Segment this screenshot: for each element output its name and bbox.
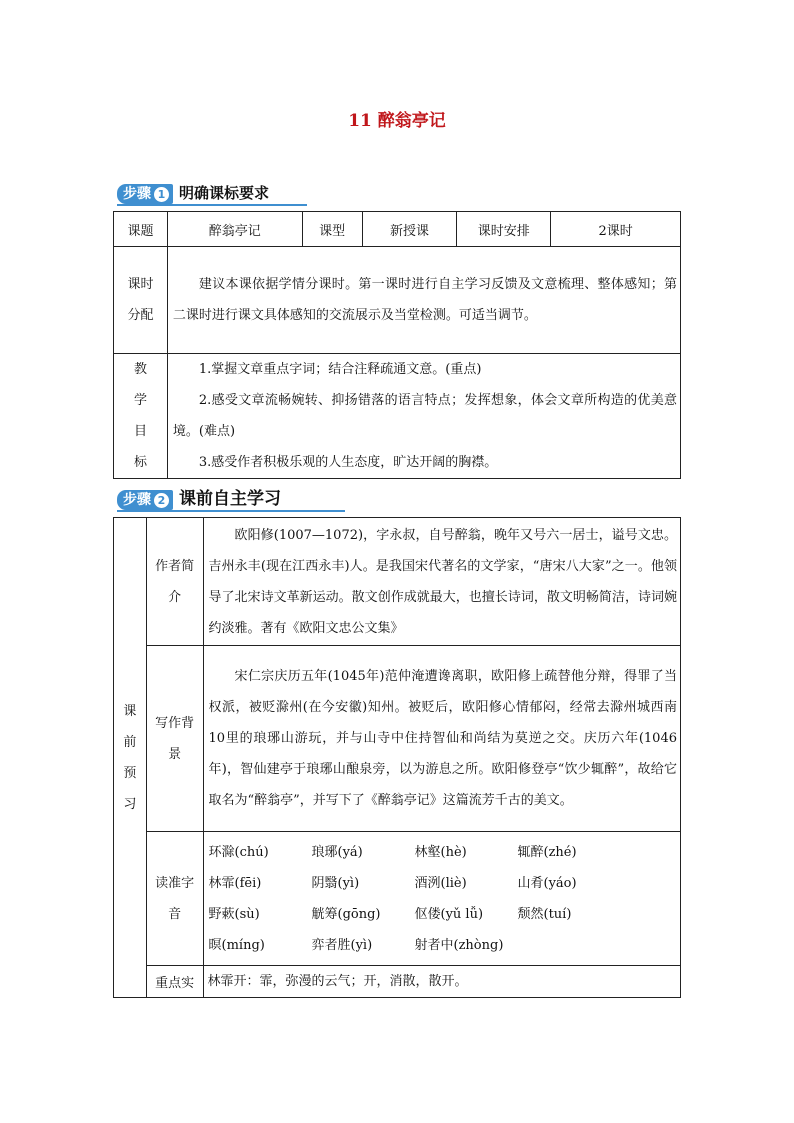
step-1-badge [117, 184, 173, 204]
cell-author-label [146, 518, 203, 646]
step-1-number: 1 [154, 187, 169, 202]
cell-reading-list [203, 832, 680, 966]
cell-allocation-label [114, 247, 168, 354]
table-row [114, 646, 681, 832]
label-line: 学 [133, 393, 147, 408]
label-line: 课时 [127, 277, 154, 292]
label-line: 预 [123, 765, 137, 781]
pronunciation-item: 酒洌(liè) [414, 875, 467, 891]
cell-goals-text [167, 354, 680, 479]
pronunciation-item: 阴翳(yì) [311, 875, 360, 891]
label-line: 课 [123, 703, 137, 719]
pronunciation-item: 弈者胜(yì) [311, 937, 373, 953]
label-line: 写作背 [155, 715, 195, 731]
table-row [114, 212, 681, 247]
author-paragraph: 欧阳修(1007—1072)，字永叔，自号醉翁，晚年又号六一居士，谥号文忠。吉州永丰(现在江西永丰)人。是我国宋代著名的文学家，“唐宋八大家”之一。他领导了北宋诗文革新运动。散文创作成就最大，也擅长诗词，散文明畅简洁，诗词婉约淡雅。著有《欧阳文忠公文集》 [208, 527, 677, 636]
pronunciation-item: 林霏(fēi) [208, 875, 262, 891]
pronunciation-item: 野蔌(sù) [208, 906, 260, 922]
step-1-badge-text: 步骤 [123, 186, 151, 202]
cell-topic-label: 课题 [114, 212, 168, 247]
cell-key-text: 林霏开：霏，弥漫的云气；开，消散，散开。 [203, 966, 680, 998]
pronunciation-item: 觥筹(gōng) [311, 906, 381, 922]
pronunciation-grid [209, 837, 677, 961]
label-line: 作者简 [155, 558, 195, 574]
label-line: 前 [123, 734, 137, 750]
goal-item: 1.掌握文章重点字词；结合注释疏通文意。(重点) [198, 362, 482, 377]
step-2-badge-text: 步骤 [123, 492, 151, 508]
pronunciation-item: 暝(míng) [208, 937, 265, 953]
step-2-badge [117, 490, 173, 510]
allocation-paragraph: 建议本课依据学情分课时。第一课时进行自主学习反馈及文意梳理、整体感知；第二课时进行课文具体感知的交流展示及当堂检测。可适当调节。 [172, 277, 677, 323]
page-title: 11 醉翁亭记 [348, 111, 446, 131]
pronunciation-item: 琅琊(yá) [311, 844, 363, 860]
cell-background-label [146, 646, 203, 832]
pre-class-study-table [113, 517, 681, 998]
cell-type-label: 课型 [302, 212, 362, 247]
cell-goals-label [114, 354, 168, 479]
step-1-underline [117, 204, 307, 206]
cell-author-text [203, 518, 680, 646]
cell-schedule-value: 2课时 [551, 212, 681, 247]
table-row [114, 966, 681, 998]
cell-preview-label [114, 518, 147, 998]
pronunciation-item: 辄醉(zhé) [517, 844, 577, 860]
cell-type-value: 新授课 [362, 212, 457, 247]
step-1-header [117, 178, 269, 204]
table-row [114, 832, 681, 966]
pronunciation-item: 射者中(zhòng) [414, 937, 504, 953]
cell-reading-label [146, 832, 203, 966]
label-line: 音 [168, 906, 182, 922]
label-line: 习 [123, 796, 137, 812]
cell-schedule-label: 课时安排 [457, 212, 551, 247]
step-2-underline [117, 510, 345, 512]
pronunciation-item: 环滁(chú) [208, 844, 269, 860]
pronunciation-item: 山肴(yáo) [517, 875, 577, 891]
label-line: 标 [133, 455, 147, 470]
goal-item: 3.感受作者积极乐观的人生态度，旷达开阔的胸襟。 [198, 455, 498, 470]
label-line: 教 [133, 362, 147, 377]
goal-item: 2.感受文章流畅婉转、抑扬错落的语言特点；发挥想象，体会文章所构造的优美意境。(难点) [172, 393, 677, 439]
table-row [114, 247, 681, 354]
course-requirements-table [113, 211, 681, 479]
label-line: 介 [168, 589, 182, 605]
step-2-header [117, 484, 281, 510]
pronunciation-item [518, 930, 638, 961]
table-row [114, 518, 681, 646]
cell-key-label: 重点实 [146, 966, 203, 998]
step-1-label: 明确课标要求 [179, 184, 270, 202]
pronunciation-item: 颓然(tuí) [517, 906, 572, 922]
label-line: 读准字 [155, 875, 195, 891]
pronunciation-item: 林壑(hè) [414, 844, 467, 860]
cell-allocation-text [167, 247, 680, 354]
table-row [114, 354, 681, 479]
label-line: 景 [168, 746, 182, 762]
cell-background-text [203, 646, 680, 832]
cell-topic-value: 醉翁亭记 [167, 212, 302, 247]
pronunciation-item: 伛偻(yǔ lǚ) [414, 906, 484, 922]
label-line: 分配 [127, 308, 154, 323]
step-2-label: 课前自主学习 [179, 489, 281, 509]
label-line: 目 [133, 424, 147, 439]
step-2-number: 2 [154, 493, 169, 508]
background-paragraph: 宋仁宗庆历五年(1045年)范仲淹遭谗离职，欧阳修上疏替他分辩，得罪了当权派，被贬滁州(在今安徽)知州。被贬后，欧阳修心情郁闷，经常去滁州城西南10里的琅琊山游玩，并与山寺中住持智仙和尚结为莫逆之交。庆历六年(1046年)，智仙建亭于琅琊山酿泉旁，以为游息之所。欧阳修登亭“饮少辄醉”，故给它取名为“醉翁亭”，并写下了《醉翁亭记》这篇流芳千古的美文。 [208, 669, 677, 808]
